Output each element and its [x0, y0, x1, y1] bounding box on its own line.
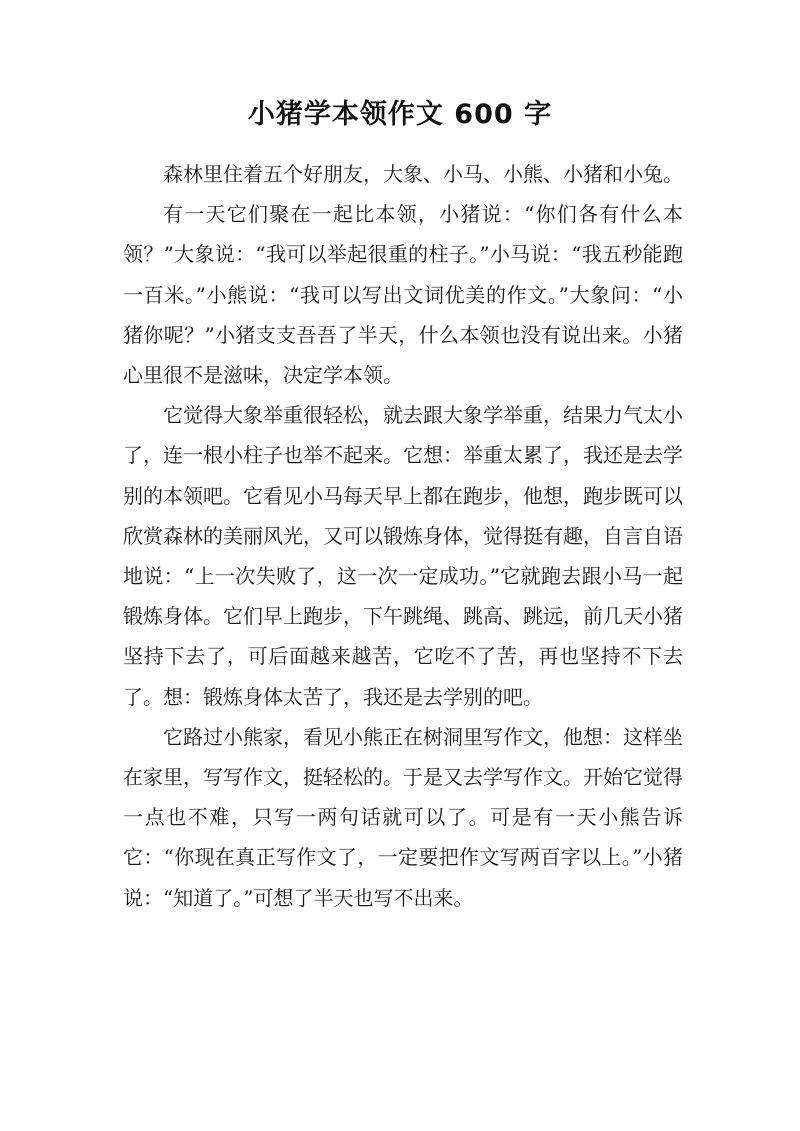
paragraph: 森林里住着五个好朋友，大象、小马、小熊、小猪和小兔。	[163, 162, 683, 186]
paragraph: 它觉得大象举重很轻松，就去跟大象学举重，结果力气太小了，连一根小柱子也举不起来。它想：举重太累了，我还是去学别的本领吧。它看见小马每天早上都在跑步，他想，跑步既可以欣赏森林的美丽风光，又可以锻炼身体，觉得挺有趣，自言自语地说：“上一次失败了，这一次一定成功。”它就跑去跟小马一起锻炼身体。它们早上跑步，下午跳绳、跳高、跳远，前几天小猪坚持下去了，可后面越来越苦，它吃不了苦，再也坚持不下去了。想：锻炼身体太苦了，我还是去学别的吧。	[123, 403, 683, 709]
paragraph: 有一天它们聚在一起比本领，小猪说：“你们各有什么本领？”大象说：“我可以举起很重的柱子。”小马说：“我五秒能跑一百米。”小熊说：“我可以写出文词优美的作文。”大象问：“小猪你呢？”小猪支支吾吾了半天，什么本领也没有说出来。小猪心里很不是滋味，决定学本领。	[123, 202, 683, 388]
page-title: 小猪学本领作文 600 字	[247, 99, 553, 130]
paragraph: 它路过小熊家，看见小熊正在树洞里写作文，他想：这样坐在家里，写写作文，挺轻松的。于是又去学写作文。开始它觉得一点也不难，只写一两句话就可以了。可是有一天小熊告诉它：“你现在真正写作文了，一定要把作文写两百字以上。”小猪说：“知道了。”可想了半天也写不出来。	[123, 724, 683, 910]
article-body	[123, 154, 683, 918]
